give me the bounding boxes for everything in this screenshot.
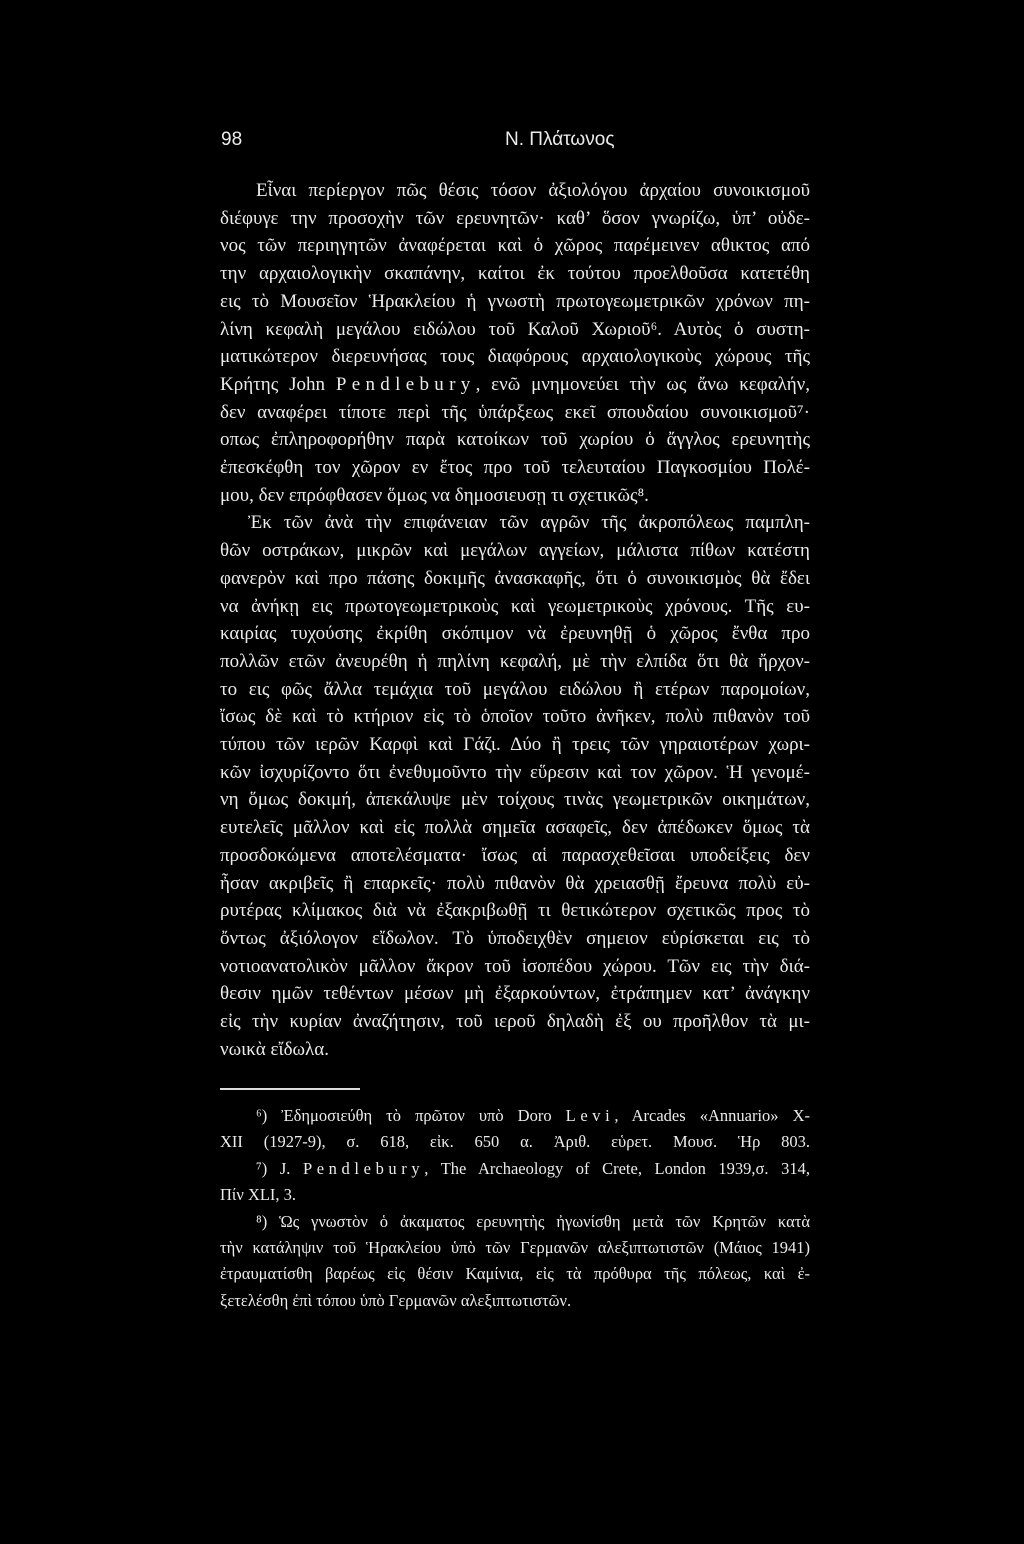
body-line: Ἐκ τῶν ἀνὰ τὴν επιφάνειαν τῶν αγρῶν τῆς ἀκροπόλεως παμπλη- xyxy=(248,512,810,534)
body-line: ἴσως δὲ καὶ τὸ κτήριον εἰς τὸ ὁποῖον τοῦτο ἀνῆκεν, πολὺ πιθανὸν τοῦ xyxy=(220,706,810,728)
body-line: οπως ἐπληροφορήθην παρὰ κατοίκων τοῦ χωρίου ὁ ἄγγλος ερευνητὴς xyxy=(220,429,810,451)
body-line-text: Κρήτης John xyxy=(220,373,336,395)
body-line: λίνη κεφαλὴ μεγάλου ειδώλου τοῦ Καλοῦ Χωριοῦ⁶. Αυτὸς ὁ συστη- xyxy=(220,318,810,340)
author-name-spaced: Pendlebury xyxy=(335,373,476,395)
body-line: ἐπεσκέφθη τον χῶρον εν ἔτος προ τοῦ τελευταίου Παγκοσμίου Πολέ- xyxy=(220,457,810,479)
body-line: θῶν οστράκων, μικρῶν καὶ μεγάλων αγγείων, μάλιστα πίθων κατέστη xyxy=(220,540,810,562)
footnote-text: ⁶) Ἐδημοσιεύθη τὸ πρῶτον υπὸ Doro xyxy=(256,1106,566,1125)
footnote-line: ἐτραυματίσθη βαρέως εἰς θέσιν Καμίνια, εἰς τὰ πρόθυρα τῆς πόλεως, καὶ ἐ- xyxy=(220,1264,810,1284)
body-line: εις τὸ Μουσεῖον Ἡρακλείου ἡ γνωστὴ πρωτογεωμετρικῶν χρόνων πη- xyxy=(220,290,810,312)
footnotes xyxy=(220,1103,810,1314)
body-line: θεσιν ημῶν τεθέντων μέσων μὴ ἐξαρκούντων, ἐτράπημεν κατ’ ἀνάγκην xyxy=(220,983,810,1005)
body-line: ὄντως ἀξιόλογον εἴδωλον. Τὸ ὑποδειχθὲν σημειον εὑρίσκεται εις τὸ xyxy=(220,927,810,949)
body-line: νωικὰ εἴδωλα. xyxy=(220,1038,329,1060)
body-line: τύπου τῶν ιερῶν Καρφὶ καὶ Γάζι. Δύο ἢ τρεις τῶν γηραιοτέρων χωρι- xyxy=(220,734,810,756)
body-line-text: , ενῶ μνημονεύει τὴν ως ἄνω κεφαλήν, xyxy=(475,373,810,395)
body-line: να ἀνήκῃ εις πρωτογεωμετρικοὺς καὶ γεωμετρικοὺς χρόνους. Τῆς ευ- xyxy=(220,595,810,617)
body-line: νος τῶν περιηγητῶν ἀναφέρεται καὶ ὁ χῶρος παρέμεινεν αθικτος από xyxy=(220,235,810,257)
footnote-text: , Arcades «Annuario» X- xyxy=(614,1106,810,1125)
body-text xyxy=(220,177,810,1064)
footnote-text: , The Archaeology of Crete, London 1939,σ. 314, xyxy=(424,1158,811,1178)
body-line: διέφυγε την προσοχὴν τῶν ερευνητῶν· καθ’ ὅσον γνωρίζω, ὑπ’ οὐδε- xyxy=(220,207,810,229)
author-name-spaced: Levi xyxy=(565,1106,615,1125)
footnote-line: τὴν κατάληψιν τοῦ Ἡρακλείου ὑπὸ τῶν Γερμανῶν αλεξιπτωτιστῶν (Μάιος 1941) xyxy=(220,1238,810,1258)
footnote-line: ξετελέσθη ἐπὶ τόπου ὑπὸ Γερμανῶν αλεξιπτωτιστῶν. xyxy=(220,1290,572,1310)
author-name-spaced: Pendlebury xyxy=(302,1158,425,1178)
body-line xyxy=(220,371,810,399)
body-line: το εις φῶς ἄλλα τεμάχια τοῦ μεγάλου ειδώλου ἢ ετέρων παρομοίων, xyxy=(220,678,810,700)
body-line: την αρχαιολογικὴν σκαπάνην, καίτοι ἐκ τούτου προελθοῦσα κατετέθη xyxy=(220,263,810,285)
footnote-line: Πίν XLI, 3. xyxy=(220,1185,297,1205)
footnote-line: ⁸) Ὡς γνωστὸν ὁ ἀκαματος ερευνητὴς ἠγωνίσθη μετὰ τῶν Κρητῶν κατὰ xyxy=(256,1211,810,1231)
body-line: κῶν ἰσχυρίζοντο ὅτι ἐνεθυμοῦντο τὴν εὕρεσιν καὶ τον χῶρον. Ἡ γενομέ- xyxy=(220,761,810,783)
body-line: φανερὸν καὶ προ πάσης δοκιμῆς ἀνασκαφῆς, ὅτι ὁ συνοικισμὸς θὰ ἔδει xyxy=(220,567,810,589)
footnote-line xyxy=(220,1103,810,1129)
running-title: Ν. Πλάτωνος xyxy=(505,129,615,150)
footnote-line xyxy=(220,1156,810,1182)
body-line: ἦσαν ακριβεῖς ἢ επαρκεῖς· πολὺ πιθανὸν θὰ χρειασθῇ ἔρευνα πολὺ εὐ- xyxy=(220,872,810,894)
body-line: ευτελεῖς μᾶλλον καὶ εἰς πολλὰ σημεῖα ασαφεῖς, δεν ἀπέδωκεν ὅμως τὰ xyxy=(220,817,810,839)
page-number: 98 xyxy=(221,129,243,150)
body-line: εἰς τὴν κυρίαν ἀναζήτησιν, τοῦ ιεροῦ δηλαδὴ ἐξ ου προῆλθον τὰ μι- xyxy=(220,1011,810,1033)
body-line: Εἶναι περίεργον πῶς θέσις τόσον ἀξιολόγου ἀρχαίου συνοικισμοῦ xyxy=(256,180,810,201)
body-line: καιρίας τυχούσης ἐκρίθη σκόπιμον νὰ ἐρευνηθῇ ὁ χῶρος ἔνθα προ xyxy=(220,623,810,645)
body-line: νοτιοανατολικὸν μᾶλλον ἄκρον τοῦ ἰσοπέδου χώρου. Τῶν εις τὴν διά- xyxy=(220,955,810,977)
body-line: προσδοκώμενα αποτελέσματα· ἴσως αἱ παρασχεθεῖσαι υποδείξεις δεν xyxy=(220,844,810,866)
body-line: δεν αναφέρει τίποτε περὶ τῆς ὑπάρξεως εκεῖ σπουδαίου συνοικισμοῦ⁷· xyxy=(220,401,810,423)
body-line: νη ὅμως δοκιμή, ἀπεκάλυψε μὲν τοίχους τινὰς γεωμετρικῶν οικημάτων, xyxy=(220,789,810,811)
footnote-rule xyxy=(220,1088,360,1090)
footnote-line: XII (1927-9), σ. 618, εἰκ. 650 α. Ἀριθ. εὑρετ. Μουσ. Ἡρ 803. xyxy=(220,1132,810,1152)
body-line: ματικώτερον διερευνήσας τους διαφόρους αρχαιολογικοὺς χώρους τῆς xyxy=(220,346,810,368)
body-line: μου, δεν επρόφθασεν ὅμως να δημοσιευσῃ τι σχετικῶς⁸. xyxy=(220,484,649,506)
body-line: ρυτέρας κλίμακος διὰ νὰ ἐξακριβωθῇ τι θετικώτερον σχετικῶς προς τὸ xyxy=(220,900,810,922)
body-line: πολλῶν ετῶν ἀνευρέθη ἡ πηλίνη κεφαλή, μὲ τὴν ελπίδα ὅτι θὰ ἤρχον- xyxy=(220,650,810,672)
footnote-text: ⁷) J. xyxy=(256,1158,303,1178)
